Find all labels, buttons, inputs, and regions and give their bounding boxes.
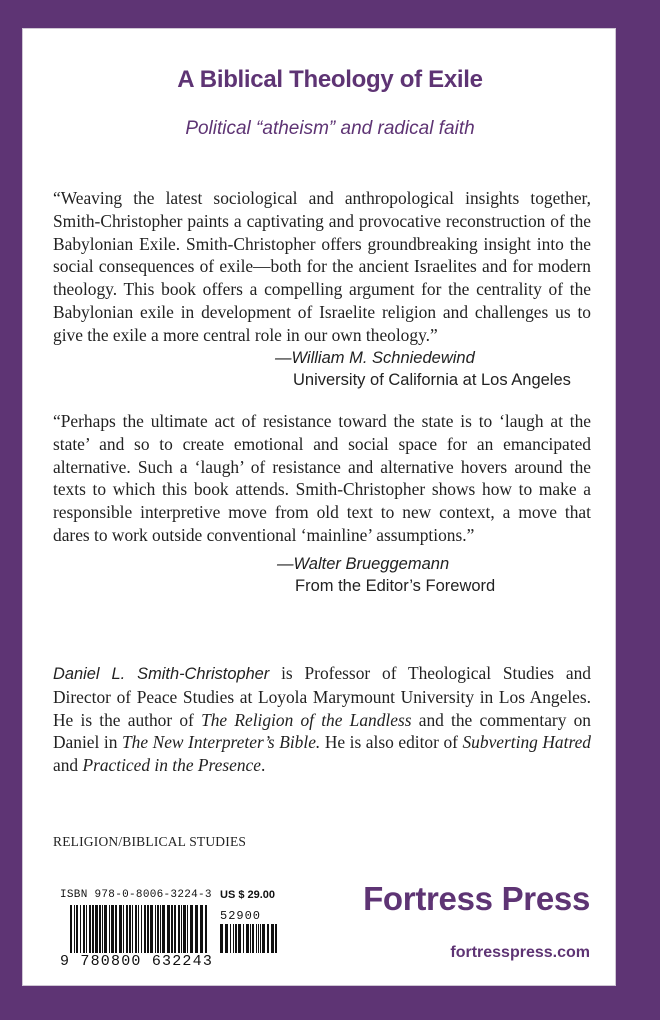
barcode-bar: [190, 905, 193, 953]
endorsement-quote-2: “Perhaps the ultimate act of resistance toward the state is to ‘laugh at the state’ and so to create emotional and social space for an emancipated alternative. Such a ‘laugh’ of resistance and alternative hovers around the texts to which this book attends. Smith-Christopher shows how to make a responsible interpretive move from old text to new context, a move that dares to work outside conventional ‘mainline’ assumptions.”: [53, 411, 591, 545]
bio-text-1: is Professor of Theological Studies and Director of Peace Studies at Loyola Marymount University in Los Angeles. He is the author of: [53, 663, 591, 730]
barcode-bar: [141, 905, 142, 953]
barcode-bar: [144, 905, 146, 953]
barcode-bar: [187, 905, 188, 953]
barcode-bar: [99, 905, 101, 953]
endorsement-quote-1: “Weaving the latest sociological and anthropological insights together, Smith-Christopher paints a captivating and provocative reconstruction of the Babylonian Exile. Smith-Christopher offers groundbreaking insight into the social consequences of exile—both for the ancient Israelites and for modern theology. This book offers a compelling argument for the centrality of the Babylonian exile in development of Israelite religion and challenges us to give the exile a more central role in our own theology.”: [53, 188, 591, 345]
publisher-website: fortresspress.com: [450, 944, 590, 961]
price-code: 52900: [220, 909, 262, 923]
barcode-bar: [271, 924, 274, 953]
barcode-bar: [155, 905, 156, 953]
endorsement-attribution-1: [275, 347, 571, 391]
isbn-barcode: [60, 889, 293, 969]
book-subtitle: Political “atheism” and radical faith: [185, 118, 475, 139]
barcode-bar: [150, 905, 153, 953]
barcode-bar: [195, 905, 198, 953]
bio-book-4: Practiced in the Presence: [82, 755, 261, 776]
barcode-bar: [160, 905, 161, 953]
barcode-bar: [126, 905, 128, 953]
barcode-bar: [115, 905, 117, 953]
barcode-bar: [147, 905, 149, 953]
barcode-bar: [220, 924, 223, 953]
barcode-bar: [267, 924, 269, 953]
barcode-bar: [74, 905, 75, 953]
barcode-bar: [89, 905, 91, 953]
category-label: RELIGION/BIBLICAL STUDIES: [53, 834, 247, 849]
barcode-bar: [162, 905, 165, 953]
endorser-name-1: —William M. Schniedewind: [275, 349, 475, 367]
bio-text-3: He is also editor of: [320, 732, 463, 753]
barcode-bar: [243, 924, 244, 953]
barcode-bar: [174, 905, 176, 953]
barcode-bar: [138, 905, 139, 953]
barcode-bars: [70, 905, 210, 953]
barcode-bar: [250, 924, 251, 953]
bio-book-3: Subverting Hatred: [462, 732, 591, 753]
barcode-bar: [95, 905, 98, 953]
barcode-bar: [86, 905, 87, 953]
barcode-bar: [123, 905, 124, 953]
endorsement-attribution-2: [277, 553, 495, 597]
barcode-bar: [235, 924, 237, 953]
barcode-bar: [92, 905, 94, 953]
endorser-name-2: —Walter Brueggemann: [277, 555, 450, 573]
barcode-bar: [178, 905, 180, 953]
barcode-bar: [102, 905, 103, 953]
barcode-bar: [135, 905, 137, 953]
barcode-bar: [109, 905, 110, 953]
endorser-affiliation-1: University of California at Los Angeles: [293, 371, 571, 389]
barcode-bar: [183, 905, 186, 953]
barcode-bar: [256, 924, 257, 953]
barcode-bar: [171, 905, 173, 953]
barcode-bar: [181, 905, 182, 953]
barcode-bar: [238, 924, 241, 953]
barcode-bar: [233, 924, 234, 953]
barcode-bar: [70, 905, 72, 953]
barcode-bar: [258, 924, 259, 953]
publisher-name: Fortress Press: [363, 880, 590, 917]
barcode-bar: [119, 905, 122, 953]
ean-digits: 9 780800 632243: [60, 953, 214, 970]
barcode-bar: [262, 924, 265, 953]
bio-author-name: Daniel L. Smith-Christopher: [53, 665, 270, 683]
barcode-bar: [76, 905, 78, 953]
barcode-bar: [200, 905, 203, 953]
price-label: US $ 29.00: [220, 889, 276, 901]
barcode-bar: [111, 905, 114, 953]
barcode-bar: [230, 924, 231, 953]
barcode-bar: [246, 924, 249, 953]
author-bio: [53, 662, 591, 777]
barcode-bar: [252, 924, 254, 953]
barcode-bar: [225, 924, 228, 953]
book-title: A Biblical Theology of Exile: [177, 66, 483, 93]
barcode-bar: [83, 905, 85, 953]
barcode-bar: [157, 905, 159, 953]
bio-text-4: and: [53, 755, 83, 776]
bio-text-2: and the commentary on Daniel in: [53, 709, 591, 753]
bio-text-5: .: [260, 755, 266, 776]
endorser-affiliation-2: From the Editor’s Foreword: [295, 577, 496, 595]
bio-book-1: The Religion of the Landless: [201, 709, 412, 730]
barcode-bar: [129, 905, 131, 953]
barcode-addon-bars: [220, 924, 280, 953]
isbn-label: ISBN 978-0-8006-3224-3: [60, 889, 212, 901]
barcode-bar: [80, 905, 81, 953]
barcode-bar: [205, 905, 207, 953]
barcode-bar: [167, 905, 170, 953]
barcode-bar: [275, 924, 277, 953]
barcode-bar: [104, 905, 107, 953]
barcode-bar: [132, 905, 133, 953]
bio-book-2: The New Interpreter’s Bible.: [121, 732, 321, 753]
barcode-bar: [260, 924, 261, 953]
